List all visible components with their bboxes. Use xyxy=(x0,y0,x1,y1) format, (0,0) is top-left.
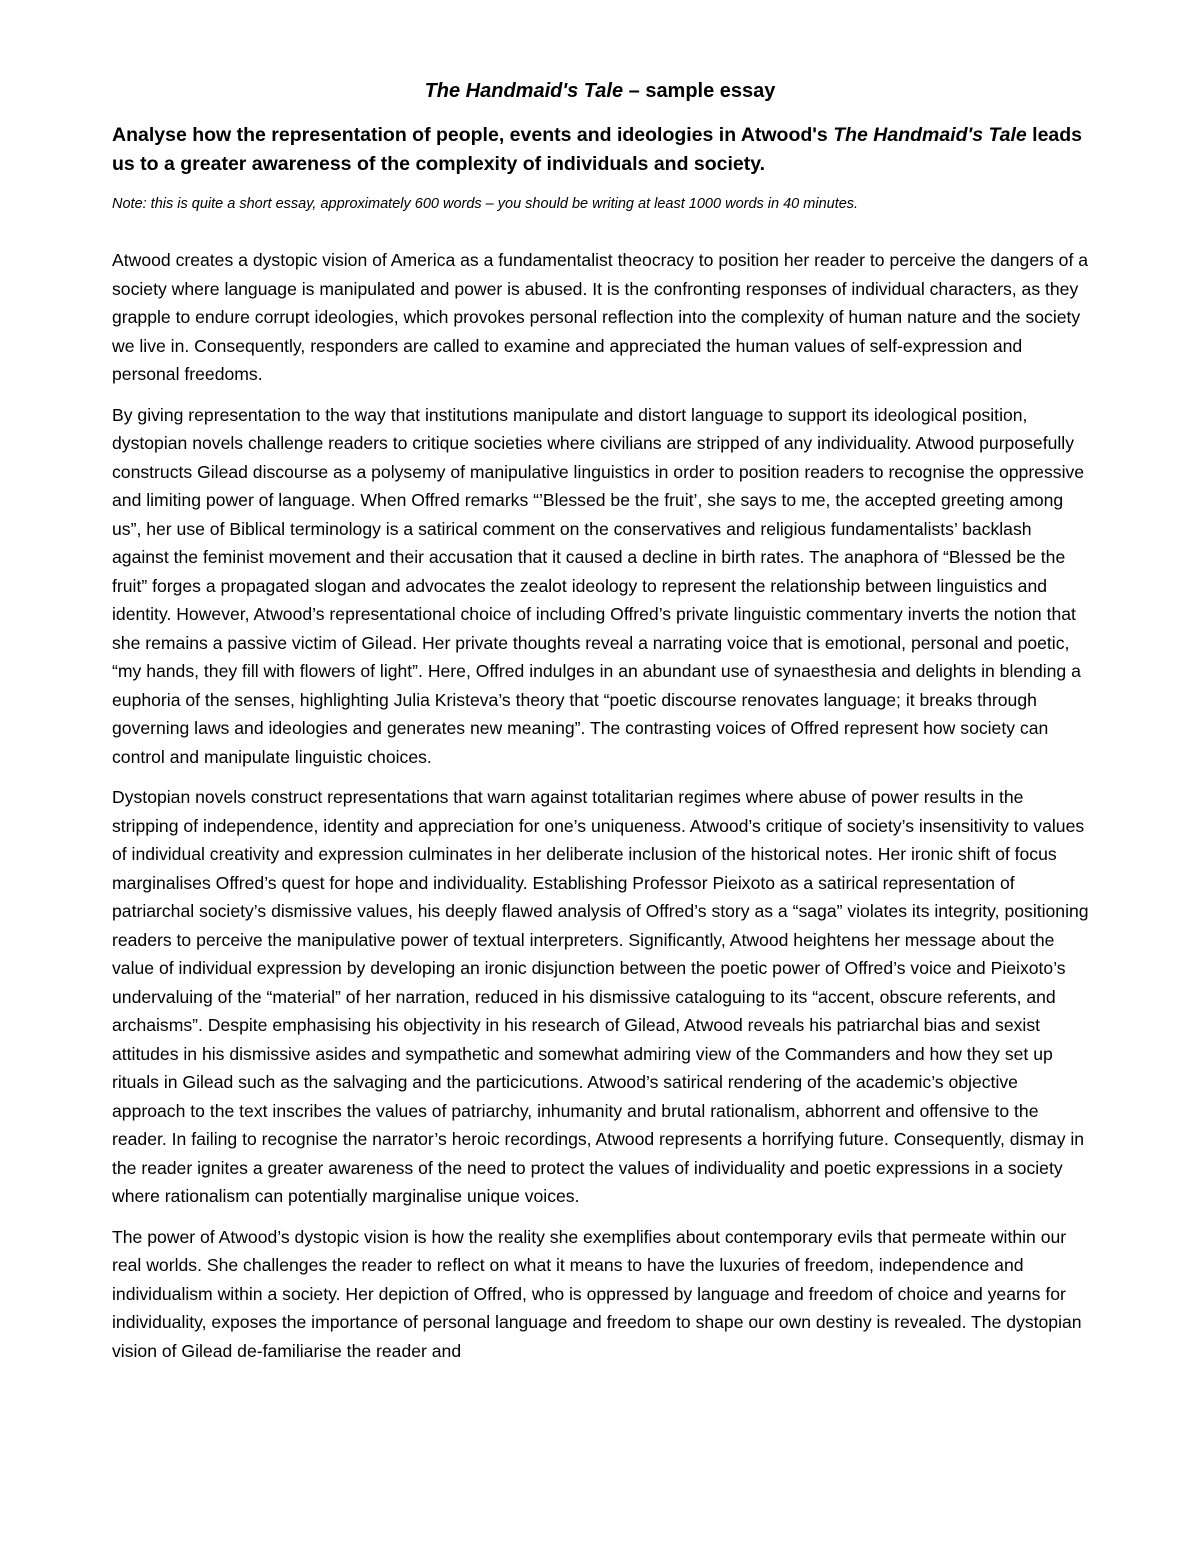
essay-question xyxy=(112,121,1092,179)
essay-paragraph-1: Atwood creates a dystopic vision of America as a fundamentalist theocracy to position her reader to perceive the dangers of a society where language is manipulated and power is abused. It is the confronting responses of individual characters, as they grapple to endure corrupt ideologies, which provokes personal reflection into the complexity of human nature and the society we live in. Consequently, responders are called to examine and appreciated the human values of self-expression and personal freedoms. xyxy=(112,250,1089,384)
title-book-name: The Handmaid's Tale xyxy=(424,80,624,102)
question-part-2: leads us to a greater awareness of the complexity of individuals and society. xyxy=(112,124,1083,175)
title-suffix: – sample essay xyxy=(623,80,776,102)
essay-note: Note: this is quite a short essay, approximately 600 words – you should be writing at least 1000 words in 40 minutes. xyxy=(112,196,859,212)
question-part-1: Analyse how the representation of people, events and ideologies in Atwood's xyxy=(112,124,834,146)
essay-paragraph-3: Dystopian novels construct representations that warn against totalitarian regimes where abuse of power results in the stripping of independence, identity and appreciation for one’s uniqueness. Atwood’s critique of society’s insensitivity to values of individual creativity and expression culminates in her deliberate inclusion of the historical notes. Her ironic shift of focus marginalises Offred’s quest for hope and individuality. Establishing Professor Pieixoto as a satirical representation of patriarchal society’s dismissive values, his deeply flawed analysis of Offred’s story as a “saga” violates its integrity, positioning readers to perceive the manipulative power of textual interpreters. Significantly, Atwood heightens her message about the value of individual expression by developing an ironic disjunction between the poetic power of Offred’s voice and Pieixoto’s undervaluing of the “material” of her narration, reduced in his dismissive cataloguing to its “accent, obscure referents, and archaisms”. Despite emphasising his objectivity in his research of Gilead, Atwood reveals his patriarchal bias and sexist attitudes in his dismissive asides and sympathetic and somewhat admiring view of the Commanders and how they set up rituals in Gilead such as the salvaging and the particicutions. Atwood’s satirical rendering of the academic’s objective approach to the text inscribes the values of patriarchy, inhumanity and brutal rationalism, abhorrent and offensive to the reader. In failing to recognise the narrator’s heroic recordings, Atwood represents a horrifying future. Consequently, dismay in the reader ignites a greater awareness of the need to protect the values of individuality and poetic expressions in a society where rationalism can potentially marginalise unique voices. xyxy=(112,787,1089,1206)
question-book-name: The Handmaid's Tale xyxy=(833,124,1027,146)
essay-paragraph-2: By giving representation to the way that institutions manipulate and distort language to support its ideological position, dystopian novels challenge readers to critique societies where civilians are stripped of any individuality. Atwood purposefully constructs Gilead discourse as a polysemy of manipulative linguistics in order to position readers to recognise the oppressive and limiting power of language. When Offred remarks “’Blessed be the fruit’, she says to me, the accepted greeting among us”, her use of Biblical terminology is a satirical comment on the conservatives and religious fundamentalists’ backlash against the feminist movement and their accusation that it caused a decline in birth rates. The anaphora of “Blessed be the fruit” forges a propagated slogan and advocates the zealot ideology to represent the relationship between linguistics and identity. However, Atwood’s representational choice of including Offred’s private linguistic commentary inverts the notion that she remains a passive victim of Gilead. Her private thoughts reveal a narrating voice that is emotional, personal and poetic, “my hands, they fill with flowers of light”. Here, Offred indulges in an abundant use of synaesthesia and delights in blending a euphoria of the senses, highlighting Julia Kristeva’s theory that “poetic discourse renovates language; it breaks through governing laws and ideologies and generates new meaning”. The contrasting voices of Offred represent how society can control and manipulate linguistic choices. xyxy=(112,404,1085,767)
essay-paragraph-4: The power of Atwood’s dystopic vision is how the reality she exemplifies about contemporary evils that permeate within our real worlds. She challenges the reader to reflect on what it means to have the luxuries of freedom, independence and individualism within a society. Her depiction of Offred, who is oppressed by language and freedom of choice and yearns for individuality, exposes the importance of personal language and freedom to shape our own destiny is revealed. The dystopian vision of Gilead de-familiarise the reader and xyxy=(112,1226,1082,1361)
essay-title xyxy=(0,77,1200,105)
essay-body xyxy=(112,246,1090,1377)
